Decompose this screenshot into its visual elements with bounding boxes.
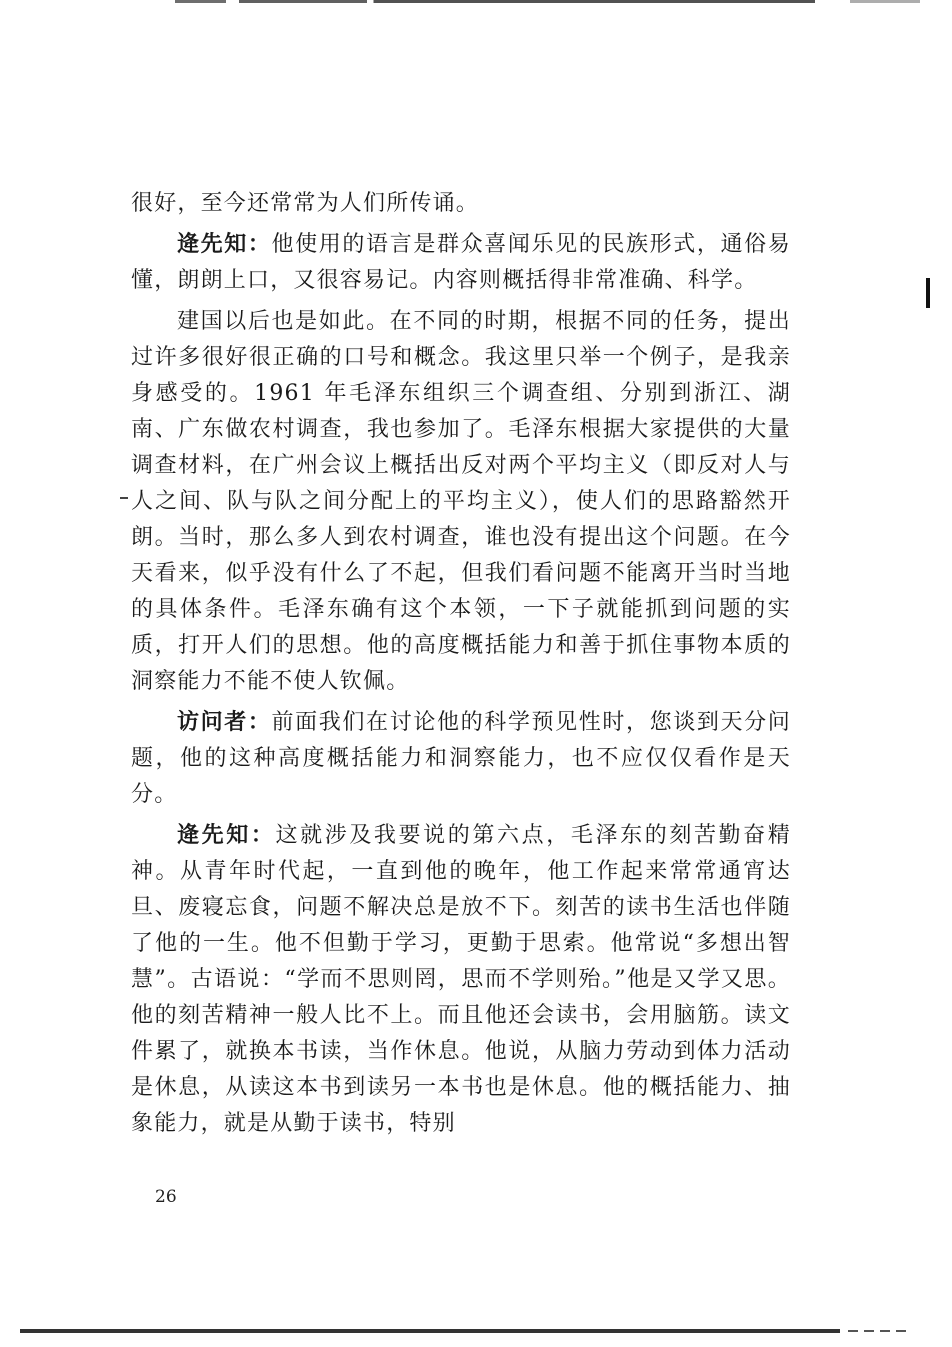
page-body <box>131 185 791 1146</box>
paragraph-3 <box>131 303 791 700</box>
scan-edge-bottom <box>20 1329 840 1333</box>
paragraph-5 <box>131 817 791 1142</box>
paragraph-text: 很好，至今还常常为人们所传诵。 <box>131 191 480 216</box>
speaker-label: 逄先知： <box>177 231 272 257</box>
margin-mark-left <box>120 497 128 499</box>
scan-edge-bottom-right <box>848 1330 908 1332</box>
paragraph-text: 前面我们在讨论他的科学预见性时，您谈到天分问题，他的这种高度概括能力和洞察能力，也不应仅仅看作是天分。 <box>131 710 791 807</box>
paragraph-2 <box>131 226 791 299</box>
paragraph-text: 他使用的语言是群众喜闻乐见的民族形式，通俗易懂，朗朗上口，又很容易记。内容则概括得非常准确、科学。 <box>131 232 791 293</box>
page-number: 26 <box>155 1187 177 1207</box>
scan-edge-top-right <box>850 0 920 3</box>
paragraph-4 <box>131 704 791 813</box>
speaker-label: 访问者： <box>177 709 272 735</box>
scan-edge-top <box>175 0 815 3</box>
paragraph-1 <box>131 185 791 222</box>
paragraph-text: 这就涉及我要说的第六点，毛泽东的刻苦勤奋精神。从青年时代起，一直到他的晚年，他工作起来常常通宵达旦、废寝忘食，问题不解决总是放不下。刻苦的读书生活也伴随了他的一生。他不但勤于学习，更勤于思索。他常说“多想出智慧”。古语说：“学而不思则罔，思而不学则殆。”他是又学又思。他的刻苦精神一般人比不上。而且他还会读书，会用脑筋。读文件累了，就换本书读，当作休息。他说，从脑力劳动到体力活动是休息，从读这本书到读另一本书也是休息。他的概括能力、抽象能力，就是从勤于读书，特别 <box>131 823 791 1136</box>
speaker-label: 逄先知： <box>177 822 276 848</box>
margin-mark-right <box>926 278 930 308</box>
paragraph-text: 建国以后也是如此。在不同的时期，根据不同的任务，提出过许多很好很正确的口号和概念。我这里只举一个例子，是我亲身感受的。1961 年毛泽东组织三个调查组、分别到浙江、湖南、广东做农村调查，我也参加了。毛泽东根据大家提供的大量调查材料，在广州会议上概括出反对两个平均主义（即反对人与人之间、队与队之间分配上的平均主义），使人们的思路豁然开朗。当时，那么多人到农村调查，谁也没有提出这个问题。在今天看来，似乎没有什么了不起，但我们看问题不能离开当时当地的具体条件。毛泽东确有这个本领，一下子就能抓到问题的实质，打开人们的思想。他的高度概括能力和善于抓住事物本质的洞察能力不能不使人钦佩。 <box>131 309 791 694</box>
